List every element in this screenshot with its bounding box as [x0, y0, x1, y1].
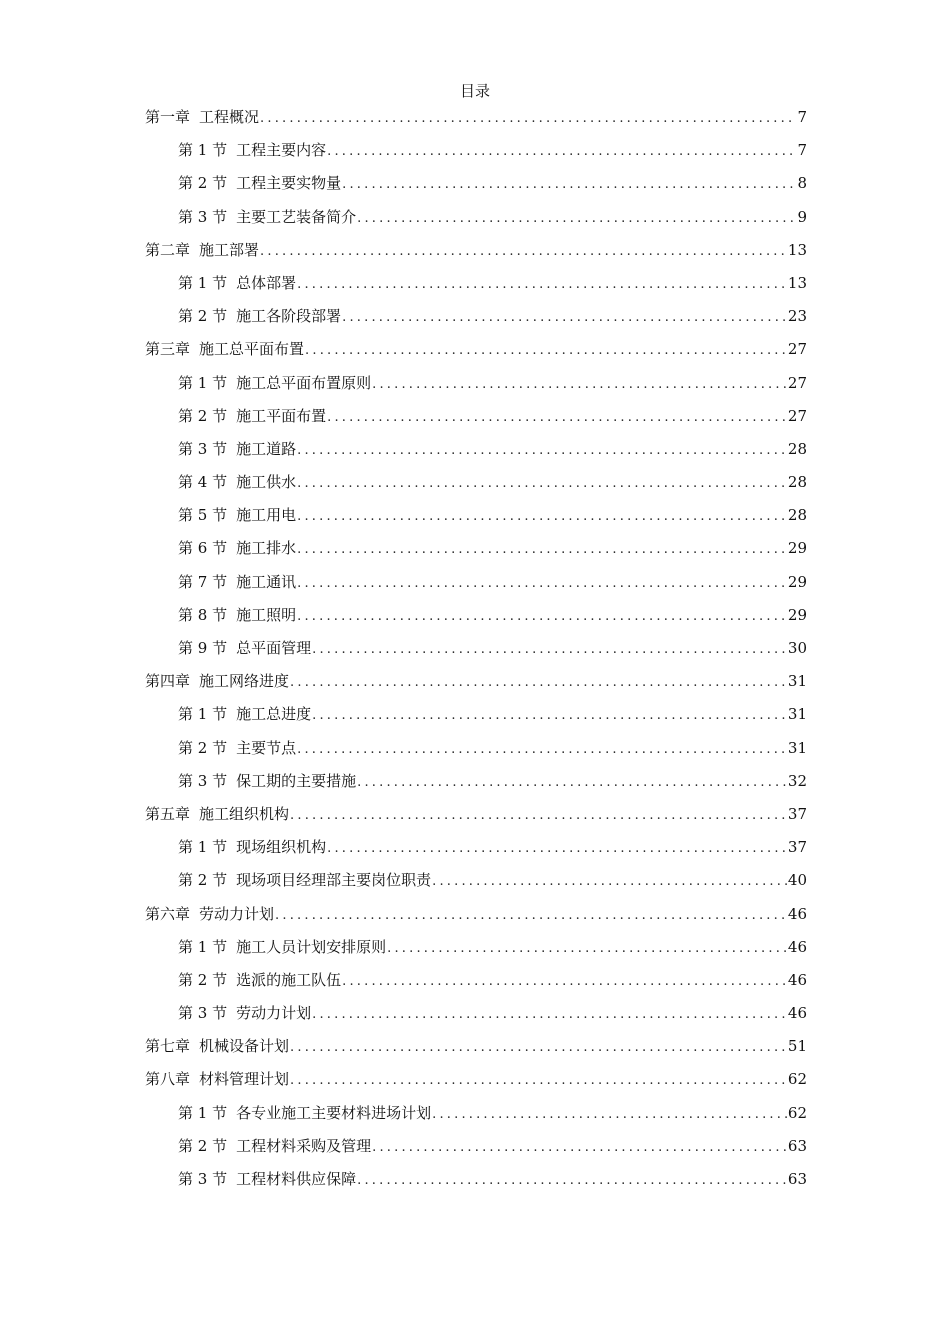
toc-entry-label	[145, 336, 304, 362]
toc-page-number: 40	[787, 871, 807, 890]
toc-section-entry[interactable]	[145, 303, 807, 336]
toc-page-number: 63	[787, 1170, 807, 1188]
toc-entry-number: 第 8 节	[178, 605, 228, 624]
toc-entry-label	[178, 735, 296, 761]
toc-entry-number: 第 1 节	[178, 1103, 228, 1122]
toc-entry-number: 第 1 节	[178, 937, 228, 956]
toc-dot-leader	[297, 537, 787, 563]
toc-entry-text: 工程材料供应保障	[236, 1170, 357, 1188]
toc-dot-leader	[290, 1068, 787, 1094]
toc-dot-leader	[342, 172, 796, 198]
toc-entry-number: 第二章	[145, 240, 191, 259]
toc-page-number: 30	[787, 639, 807, 657]
toc-dot-leader	[297, 571, 787, 597]
toc-entry-text: 施工人员计划安排原则	[236, 937, 387, 956]
toc-section-entry[interactable]	[145, 403, 807, 436]
toc-entry-label	[178, 370, 371, 396]
toc-entry-label	[145, 1033, 289, 1059]
toc-entry-label	[178, 1166, 356, 1192]
toc-dot-leader	[327, 836, 787, 862]
toc-dot-leader	[432, 1102, 787, 1128]
toc-entry-number: 第 2 节	[178, 1136, 228, 1155]
toc-dot-leader	[372, 372, 787, 398]
toc-dot-leader	[260, 106, 796, 132]
toc-chapter-entry[interactable]	[145, 801, 807, 834]
toc-section-entry[interactable]	[145, 701, 807, 734]
toc-entry-label	[145, 1066, 289, 1092]
toc-entry-text: 各专业施工主要材料进场计划	[236, 1103, 432, 1122]
toc-entry-label	[178, 701, 311, 727]
toc-entry-number: 第 1 节	[178, 373, 228, 392]
toc-dot-leader	[312, 703, 787, 729]
toc-entry-text: 工程主要内容	[236, 141, 327, 160]
toc-entry-number: 第 3 节	[178, 771, 228, 790]
toc-entry-number: 第 1 节	[178, 838, 228, 857]
toc-entry-number: 第 1 节	[178, 273, 228, 292]
toc-dot-leader	[297, 504, 787, 530]
toc-entry-number: 第 5 节	[178, 506, 228, 525]
toc-page-number: 37	[787, 804, 807, 823]
toc-chapter-entry[interactable]	[145, 1066, 807, 1099]
toc-entry-number: 第四章	[145, 672, 191, 691]
toc-chapter-entry[interactable]	[145, 237, 807, 270]
toc-page-number: 9	[797, 207, 807, 226]
toc-entry-text: 施工网络进度	[199, 672, 290, 691]
toc-entry-number: 第七章	[145, 1037, 191, 1056]
toc-entry-label	[178, 569, 296, 595]
toc-entry-text: 施工供水	[236, 473, 297, 492]
toc-title: 目录	[459, 82, 490, 100]
toc-entry-label	[178, 137, 326, 163]
toc-page-number: 29	[787, 572, 807, 591]
toc-dot-leader	[312, 1002, 787, 1028]
toc-entry-label	[178, 834, 326, 860]
toc-dot-leader	[372, 1135, 787, 1161]
toc-section-entry[interactable]	[145, 768, 807, 801]
toc-entry-number: 第 3 节	[178, 439, 228, 458]
toc-dot-leader	[327, 405, 787, 431]
toc-entry-label	[178, 535, 296, 561]
toc-section-entry[interactable]	[145, 735, 807, 768]
toc-dot-leader	[297, 737, 787, 763]
toc-dot-leader	[297, 604, 787, 630]
toc-page-number: 23	[787, 307, 807, 326]
toc-entry-number: 第 1 节	[178, 141, 228, 160]
toc-entry-label	[178, 602, 296, 628]
toc-chapter-entry[interactable]	[145, 336, 807, 369]
toc-entry-label	[145, 104, 259, 130]
toc-entry-label	[178, 469, 296, 495]
toc-page-number: 46	[787, 970, 807, 989]
toc-section-entry[interactable]	[145, 270, 807, 303]
toc-entry-text: 劳动力计划	[199, 904, 275, 923]
toc-entry-text: 选派的施工队伍	[236, 970, 342, 989]
toc-entry-text: 施工总平面布置原则	[236, 373, 372, 392]
toc-dot-leader	[357, 206, 796, 232]
toc-page-number: 63	[787, 1136, 807, 1155]
toc-entry-text: 施工组织机构	[199, 804, 290, 823]
toc-entry-text: 保工期的主要措施	[236, 771, 357, 790]
toc-chapter-entry[interactable]	[145, 668, 807, 701]
toc-page-number: 62	[787, 1103, 807, 1122]
toc-entry-text: 施工各阶段部署	[236, 307, 342, 326]
toc-entry-label	[178, 170, 341, 196]
toc-section-entry[interactable]	[145, 569, 807, 602]
toc-entry-label	[178, 270, 296, 296]
toc-entry-label	[145, 237, 259, 263]
toc-section-entry[interactable]	[145, 1133, 807, 1166]
toc-entry-text: 主要工艺装备简介	[236, 207, 357, 226]
toc-entry-number: 第 2 节	[178, 307, 228, 326]
toc-page-number: 37	[787, 838, 807, 857]
toc-section-entry[interactable]	[145, 1166, 807, 1199]
toc-entry-text: 工程主要实物量	[236, 174, 342, 193]
toc-dot-leader	[290, 670, 787, 696]
toc-chapter-entry[interactable]	[145, 1033, 807, 1066]
toc-entry-text: 施工总平面布置	[199, 340, 305, 359]
toc-page-number: 27	[787, 340, 807, 359]
toc-dot-leader	[387, 936, 787, 962]
toc-entry-number: 第 2 节	[178, 174, 228, 193]
toc-entry-number: 第 2 节	[178, 406, 228, 425]
toc-section-entry[interactable]	[145, 834, 807, 867]
toc-chapter-entry[interactable]	[145, 901, 807, 934]
toc-dot-leader	[357, 1168, 787, 1194]
toc-page-number: 51	[787, 1037, 807, 1056]
table-of-contents	[145, 104, 807, 1199]
toc-dot-leader	[290, 803, 787, 829]
toc-page-number: 27	[787, 373, 807, 392]
toc-entry-number: 第 4 节	[178, 473, 228, 492]
toc-entry-text: 施工道路	[236, 439, 297, 458]
toc-entry-label	[178, 1100, 431, 1126]
toc-entry-text: 工程材料采购及管理	[236, 1136, 372, 1155]
toc-page-number: 31	[787, 738, 807, 757]
toc-entry-label	[178, 403, 326, 429]
toc-section-entry[interactable]	[145, 535, 807, 568]
toc-section-entry[interactable]	[145, 635, 807, 668]
toc-entry-number: 第 3 节	[178, 1170, 228, 1188]
toc-entry-label	[178, 768, 356, 794]
toc-page-number: 27	[787, 406, 807, 425]
toc-dot-leader	[432, 869, 787, 895]
toc-dot-leader	[342, 969, 787, 995]
toc-page-number: 7	[797, 141, 807, 160]
toc-entry-text: 主要节点	[236, 738, 297, 757]
toc-entry-number: 第八章	[145, 1070, 191, 1089]
toc-entry-text: 现场项目经理部主要岗位职责	[236, 871, 432, 890]
toc-entry-label	[178, 502, 296, 528]
toc-entry-number: 第 7 节	[178, 572, 228, 591]
toc-entry-number: 第五章	[145, 804, 191, 823]
toc-entry-text: 总体部署	[236, 273, 297, 292]
toc-entry-label	[178, 1133, 371, 1159]
toc-dot-leader	[357, 770, 787, 796]
toc-section-entry[interactable]	[145, 436, 807, 469]
toc-entry-label	[178, 635, 311, 661]
toc-section-entry[interactable]	[145, 867, 807, 900]
toc-page-number: 8	[797, 174, 807, 193]
toc-page-number: 28	[787, 439, 807, 458]
toc-entry-text: 施工通讯	[236, 572, 297, 591]
toc-section-entry[interactable]	[145, 370, 807, 403]
toc-page-number: 28	[787, 473, 807, 492]
toc-page-number: 28	[787, 506, 807, 525]
toc-entry-label	[178, 1000, 311, 1026]
toc-page-number: 13	[787, 273, 807, 292]
toc-entry-number: 第 2 节	[178, 871, 228, 890]
toc-section-entry[interactable]	[145, 204, 807, 237]
toc-entry-text: 机械设备计划	[199, 1037, 290, 1056]
toc-section-entry[interactable]	[145, 469, 807, 502]
toc-page-number: 46	[787, 1004, 807, 1023]
toc-entry-text: 总平面管理	[236, 639, 312, 657]
toc-entry-label	[145, 668, 289, 694]
toc-entry-text: 施工用电	[236, 506, 297, 525]
toc-entry-number: 第 9 节	[178, 639, 228, 657]
toc-page-number: 62	[787, 1070, 807, 1089]
toc-dot-leader	[260, 239, 787, 265]
toc-page-number: 7	[797, 108, 807, 126]
toc-dot-leader	[297, 471, 787, 497]
toc-page-number: 31	[787, 672, 807, 691]
toc-section-entry[interactable]	[145, 1000, 807, 1033]
toc-entry-label	[178, 436, 296, 462]
toc-entry-text: 现场组织机构	[236, 838, 327, 857]
toc-entry-text: 施工部署	[199, 240, 260, 259]
toc-section-entry[interactable]	[145, 967, 807, 1000]
toc-dot-leader	[290, 1035, 787, 1061]
toc-entry-number: 第 3 节	[178, 207, 228, 226]
toc-dot-leader	[327, 139, 796, 165]
toc-entry-number: 第 6 节	[178, 539, 228, 558]
toc-page-number: 46	[787, 904, 807, 923]
toc-entry-text: 施工排水	[236, 539, 297, 558]
toc-entry-label	[178, 204, 356, 230]
toc-section-entry[interactable]	[145, 1100, 807, 1133]
toc-entry-text: 施工平面布置	[236, 406, 327, 425]
toc-dot-leader	[297, 272, 787, 298]
toc-entry-number: 第一章	[145, 108, 191, 126]
toc-entry-label	[178, 934, 386, 960]
toc-section-entry[interactable]	[145, 170, 807, 203]
toc-entry-number: 第 2 节	[178, 738, 228, 757]
toc-section-entry[interactable]	[145, 934, 807, 967]
toc-dot-leader	[305, 338, 787, 364]
toc-entry-number: 第六章	[145, 904, 191, 923]
toc-entry-label	[178, 967, 341, 993]
toc-entry-number: 第 2 节	[178, 970, 228, 989]
toc-entry-text: 材料管理计划	[199, 1070, 290, 1089]
toc-page-number: 46	[787, 937, 807, 956]
toc-page-number: 31	[787, 705, 807, 724]
toc-entry-text: 施工照明	[236, 605, 297, 624]
toc-page-number: 13	[787, 240, 807, 259]
toc-section-entry[interactable]	[145, 502, 807, 535]
toc-dot-leader	[312, 637, 787, 663]
toc-entry-number: 第 1 节	[178, 705, 228, 724]
toc-entry-number: 第 3 节	[178, 1004, 228, 1023]
toc-section-entry[interactable]	[145, 137, 807, 170]
toc-section-entry[interactable]	[145, 602, 807, 635]
toc-entry-text: 劳动力计划	[236, 1004, 312, 1023]
toc-entry-number: 第三章	[145, 340, 191, 359]
toc-entry-label	[178, 867, 431, 893]
toc-chapter-entry[interactable]	[145, 104, 807, 137]
toc-page-number: 32	[787, 771, 807, 790]
toc-dot-leader	[342, 305, 787, 331]
toc-entry-label	[145, 901, 274, 927]
toc-entry-text: 工程概况	[199, 108, 260, 126]
toc-entry-text: 施工总进度	[236, 705, 312, 724]
toc-entry-label	[145, 801, 289, 827]
toc-dot-leader	[275, 903, 787, 929]
toc-page-number: 29	[787, 605, 807, 624]
toc-entry-label	[178, 303, 341, 329]
toc-page-number: 29	[787, 539, 807, 558]
toc-dot-leader	[297, 438, 787, 464]
